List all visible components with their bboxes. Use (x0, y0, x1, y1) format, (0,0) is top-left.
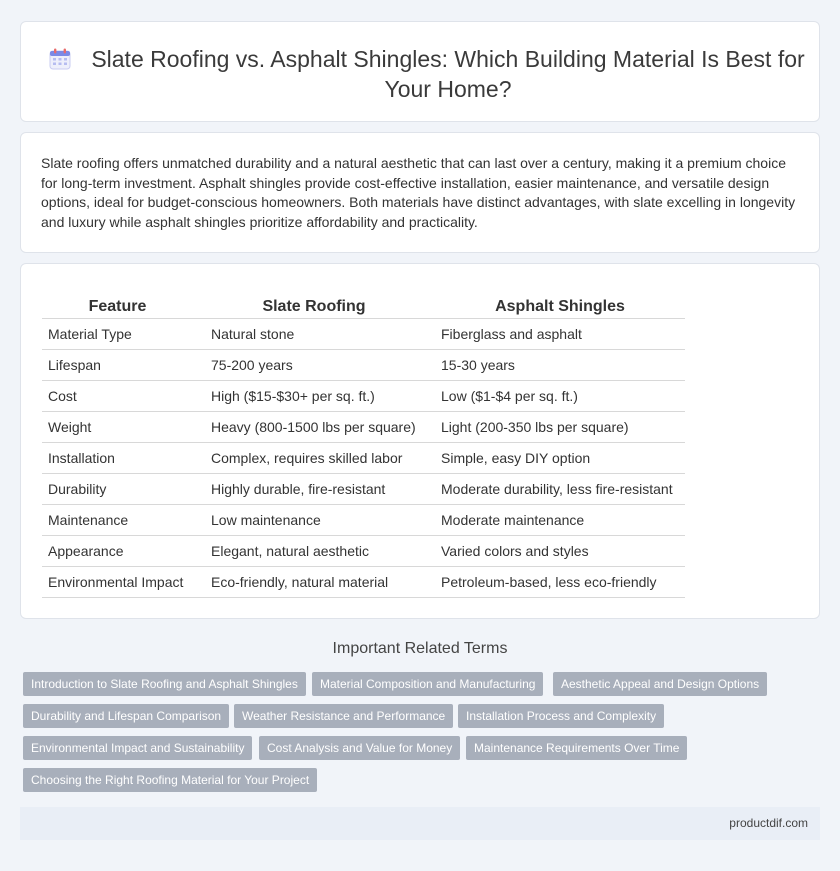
cell-feature: Maintenance (42, 504, 193, 535)
cell-asphalt: Petroleum-based, less eco-friendly (435, 566, 685, 597)
table-body (42, 318, 685, 597)
table-row (42, 442, 685, 473)
cell-feature: Weight (42, 411, 193, 442)
cell-slate: Natural stone (205, 318, 423, 349)
summary-text: Slate roofing offers unmatched durability and a natural aesthetic that can last over a century, making it a premium choice for long-term investment. Asphalt shingles provide cost-effective installation, easier maintenance, and versatile design options, ideal for budget-conscious homeowners. Both materials have distinct advantages, with slate excelling in longevity and luxury while asphalt shingles prioritize affordability and practicality. (41, 155, 796, 230)
footer (20, 807, 820, 840)
column-header-feature: Feature (42, 296, 193, 318)
related-tag[interactable]: Installation Process and Complexity (458, 704, 664, 728)
related-tag[interactable]: Weather Resistance and Performance (234, 704, 453, 728)
header-card (20, 21, 820, 122)
cell-asphalt: 15-30 years (435, 349, 685, 380)
cell-asphalt: Low ($1-$4 per sq. ft.) (435, 380, 685, 411)
related-terms-heading: Important Related Terms (332, 640, 508, 657)
related-tag[interactable]: Cost Analysis and Value for Money (259, 736, 460, 760)
cell-feature: Environmental Impact (42, 566, 193, 597)
page-title: Slate Roofing vs. Asphalt Shingles: Which Building Material Is Best for Your Home? (91, 46, 805, 102)
table-row (42, 473, 685, 504)
cell-asphalt: Simple, easy DIY option (435, 442, 685, 473)
cell-feature: Appearance (42, 535, 193, 566)
related-tag[interactable]: Material Composition and Manufacturing (312, 672, 543, 696)
related-tag[interactable]: Introduction to Slate Roofing and Asphalt Shingles (23, 672, 306, 696)
related-tag[interactable]: Durability and Lifespan Comparison (23, 704, 229, 728)
related-tag[interactable]: Choosing the Right Roofing Material for Your Project (23, 768, 317, 792)
footer-site-link[interactable]: productdif.com (729, 816, 808, 830)
table-row (42, 535, 685, 566)
related-tag[interactable]: Aesthetic Appeal and Design Options (553, 672, 767, 696)
cell-feature: Cost (42, 380, 193, 411)
cell-slate: High ($15-$30+ per sq. ft.) (205, 380, 423, 411)
cell-feature: Material Type (42, 318, 193, 349)
cell-slate: Heavy (800-1500 lbs per square) (205, 411, 423, 442)
cell-slate: Complex, requires skilled labor (205, 442, 423, 473)
cell-asphalt: Moderate maintenance (435, 504, 685, 535)
cell-feature: Installation (42, 442, 193, 473)
cell-asphalt: Moderate durability, less fire-resistant (435, 473, 685, 504)
table-header-row (42, 296, 685, 318)
cell-asphalt: Varied colors and styles (435, 535, 685, 566)
related-tag[interactable]: Maintenance Requirements Over Time (466, 736, 687, 760)
table-row (42, 349, 685, 380)
cell-slate: Highly durable, fire-resistant (205, 473, 423, 504)
column-header-slate: Slate Roofing (205, 296, 423, 318)
cell-feature: Durability (42, 473, 193, 504)
cell-slate: Elegant, natural aesthetic (205, 535, 423, 566)
table-row (42, 504, 685, 535)
table-row (42, 411, 685, 442)
calendar-icon (48, 47, 72, 71)
cell-asphalt: Fiberglass and asphalt (435, 318, 685, 349)
table-row (42, 566, 685, 597)
table-row (42, 318, 685, 349)
related-tag[interactable]: Environmental Impact and Sustainability (23, 736, 252, 760)
cell-slate: 75-200 years (205, 349, 423, 380)
cell-feature: Lifespan (42, 349, 193, 380)
cell-asphalt: Light (200-350 lbs per square) (435, 411, 685, 442)
summary-card (20, 132, 820, 253)
comparison-table-card (20, 263, 820, 619)
column-header-asphalt: Asphalt Shingles (435, 296, 685, 318)
comparison-table (42, 296, 685, 598)
cell-slate: Low maintenance (205, 504, 423, 535)
table-row (42, 380, 685, 411)
cell-slate: Eco-friendly, natural material (205, 566, 423, 597)
